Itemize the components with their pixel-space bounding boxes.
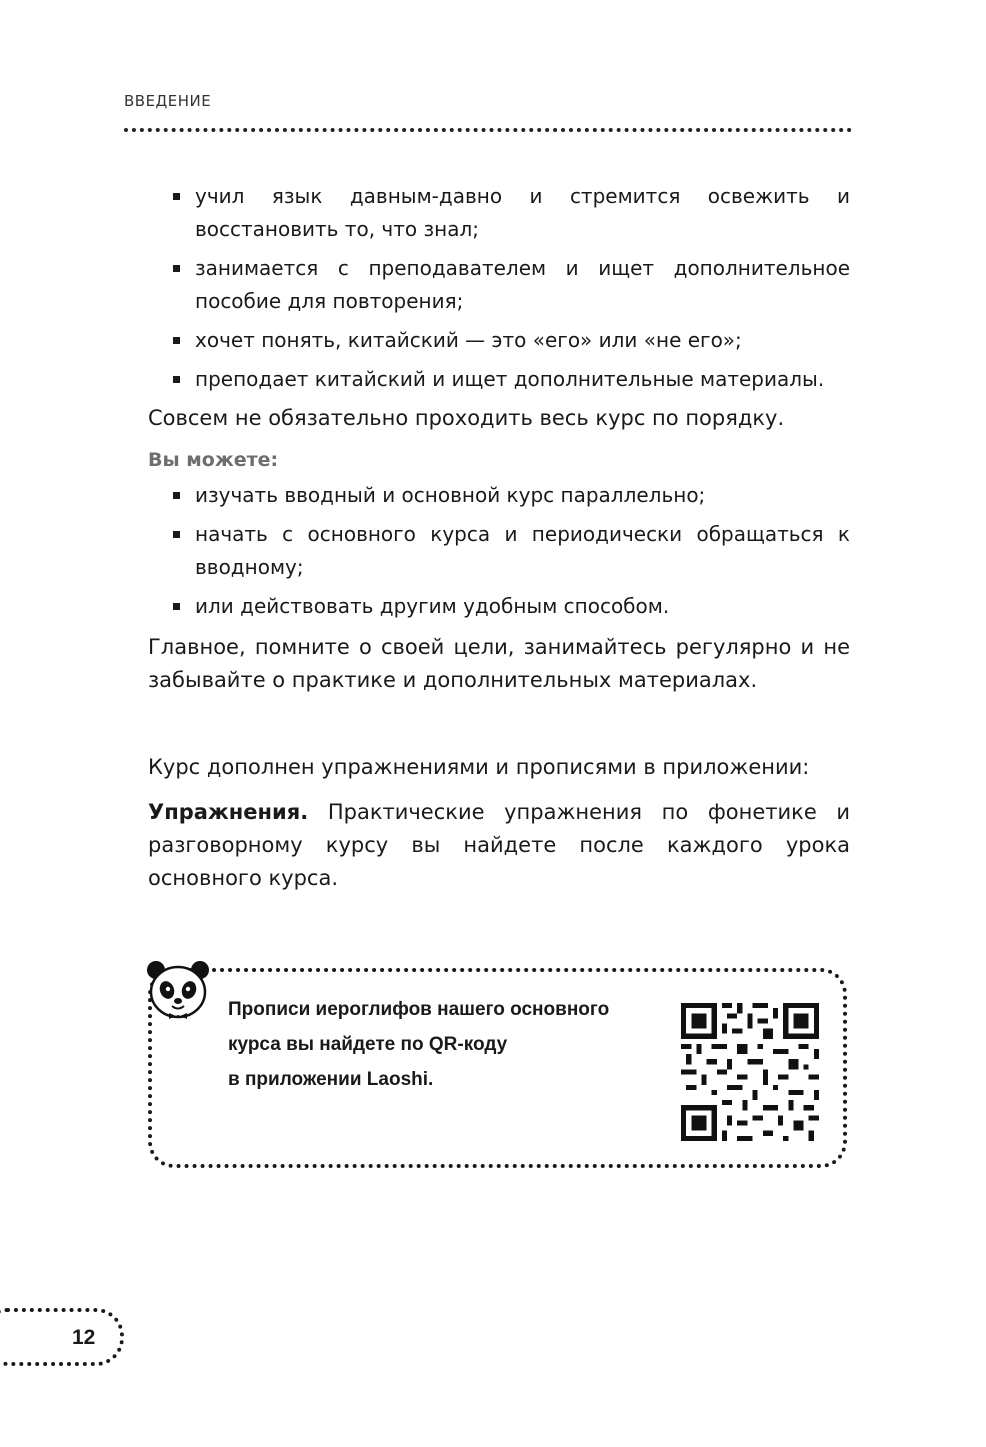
bullet-icon	[173, 376, 180, 383]
bullet-icon	[173, 193, 180, 200]
options-list	[148, 479, 850, 623]
bullet-icon	[173, 603, 180, 610]
page-number: 12	[72, 1326, 96, 1349]
list-item: изучать вводный и основной курс параллельно;	[148, 479, 850, 512]
running-head-title: ВВЕДЕНИЕ	[124, 92, 212, 110]
list-item: преподает китайский и ищет дополнительные материалы.	[148, 363, 850, 396]
bullet-icon	[173, 337, 180, 344]
list-item: или действовать другим удобным способом.	[148, 590, 850, 623]
order-note: Совсем не обязательно проходить весь курс по порядку.	[148, 406, 785, 430]
panda-icon	[145, 958, 211, 1024]
header-divider	[124, 128, 852, 132]
options-heading: Вы можете:	[148, 449, 279, 471]
main-advice: Главное, помните о своей цели, занимайтесь регулярно и не забывайте о практике и дополнительных материалах.	[148, 635, 850, 692]
exercises-paragraph	[148, 796, 850, 895]
qr-code-image	[676, 998, 824, 1146]
page-number-frame	[0, 1308, 124, 1366]
bullet-icon	[173, 265, 180, 272]
bullet-icon	[173, 492, 180, 499]
bullet-icon	[173, 531, 180, 538]
list-item: занимается с преподавателем и ищет дополнительное пособие для повторения;	[148, 252, 850, 318]
note-text: Прописи иероглифов нашего основного курса вы найдете по QR-коду в приложении Laoshi.	[228, 999, 610, 1090]
list-item: хочет понять, китайский — это «его» или «не его»;	[148, 324, 850, 357]
list-item: учил язык давным-давно и стремится освежить и восстановить то, что знал;	[148, 180, 850, 246]
main-content	[148, 180, 850, 895]
exercises-lead: Упражнения.	[148, 800, 309, 824]
exercises-text: Практические упражнения по фонетике и разговорному курсу вы найдете после каждого урока основного курса.	[148, 800, 850, 890]
list-item: начать с основного курса и периодически обращаться к вводному;	[148, 518, 850, 584]
appendix-intro: Курс дополнен упражнениями и прописями в приложении:	[148, 755, 810, 779]
audience-list	[148, 180, 850, 396]
